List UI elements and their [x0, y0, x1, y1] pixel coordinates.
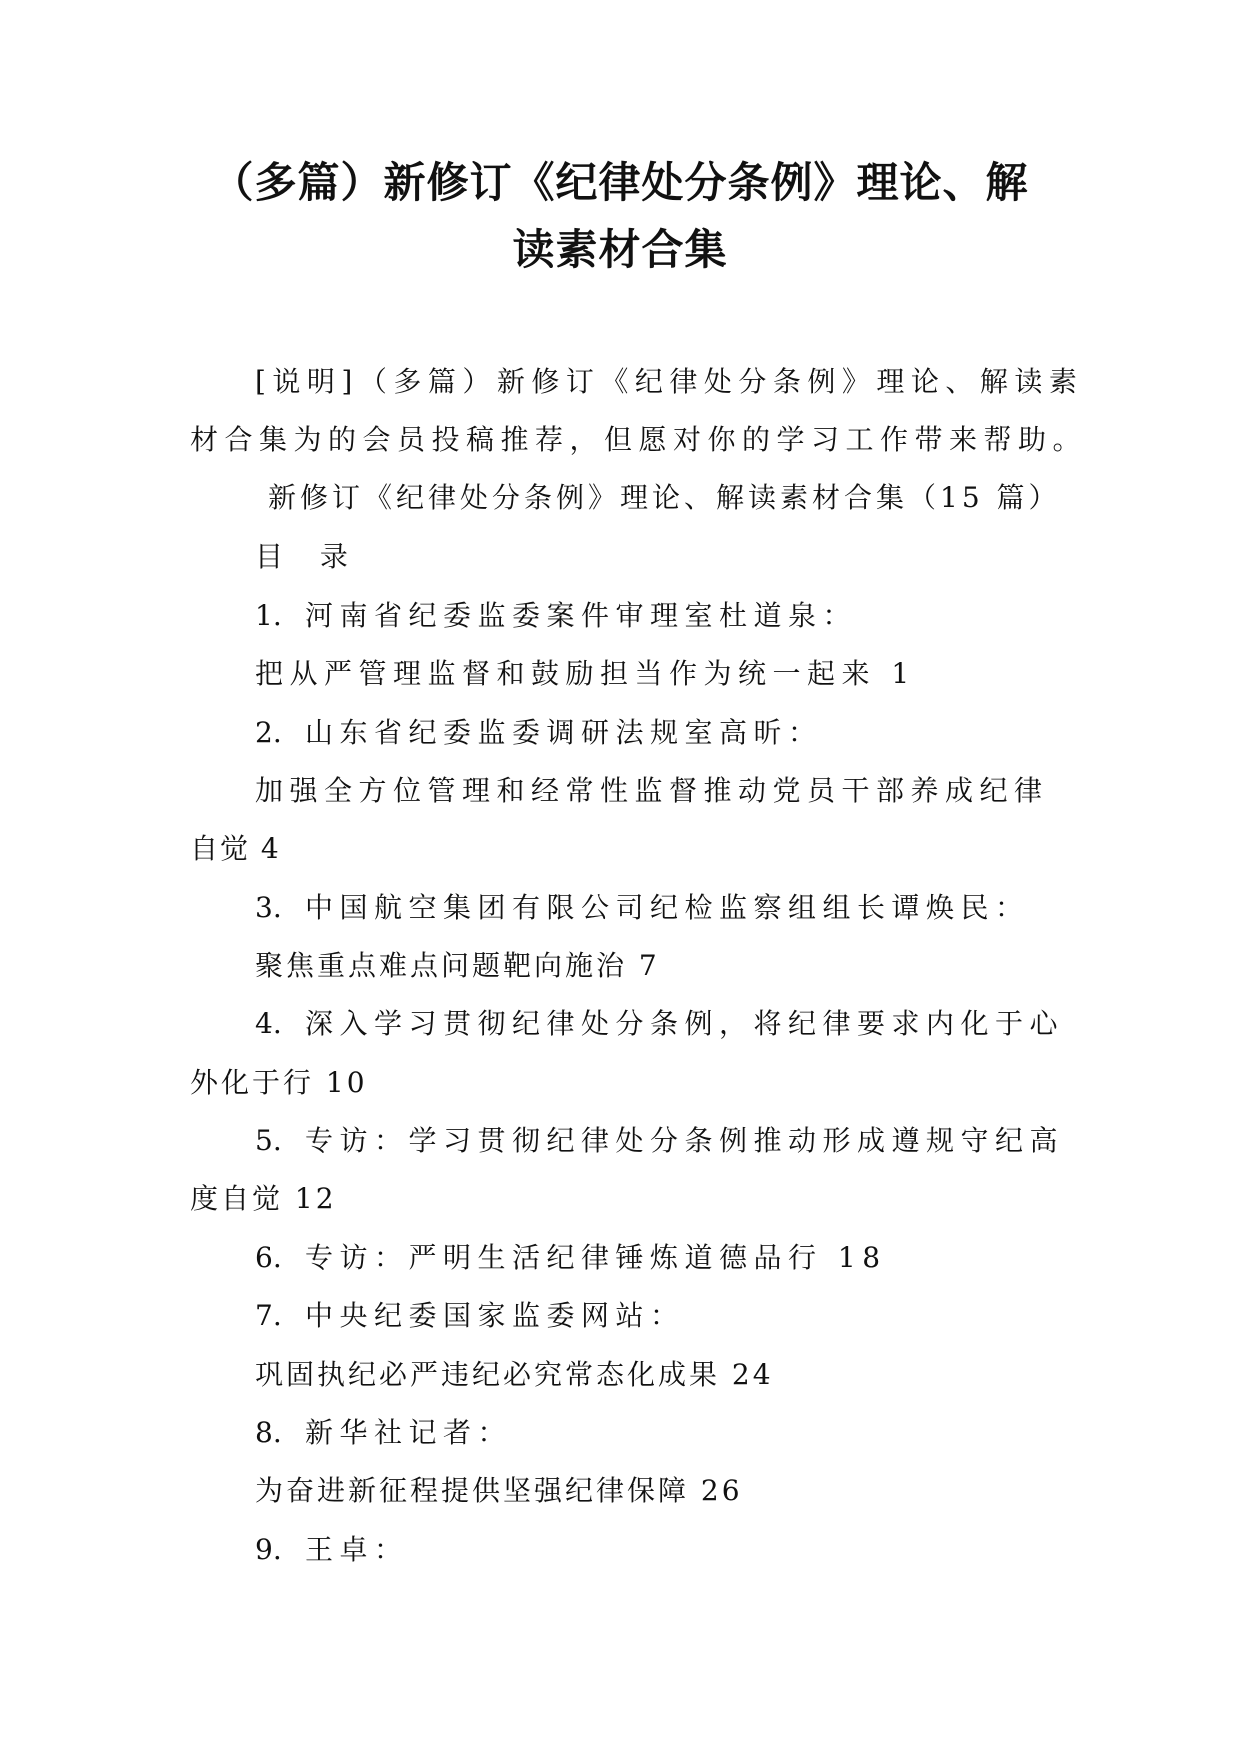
toc-item-8 [255, 1413, 512, 1453]
toc-item-heading: 河南省纪委监委案件审理室杜道泉： [305, 599, 858, 632]
toc-item-number: 4. [255, 1007, 282, 1040]
document-title-line-2: 读素材合集 [512, 225, 728, 274]
toc-item-8-title: 为奋进新征程提供坚强纪律保障 26 [255, 1474, 743, 1507]
toc-item-1 [255, 596, 857, 636]
toc-item-2-title: 加强全方位管理和经常性监督推动党员干部养成纪律 [255, 774, 1049, 807]
toc-item-heading: 深入学习贯彻纪律处分条例，将纪律要求内化于心 [305, 1007, 1065, 1040]
toc-item-9 [255, 1530, 409, 1570]
toc-item-number: 2. [255, 716, 282, 749]
toc-item-heading: 中国航空集团有限公司纪检监察组组长谭焕民： [305, 891, 1030, 924]
toc-item-6 [255, 1238, 887, 1278]
toc-item-2-title-cont: 自觉 4 [190, 832, 281, 865]
intro-line-2: 材合集为的会员投稿推荐，但愿对你的学习工作带来帮助。 [190, 423, 1088, 456]
toc-item-heading: 王卓： [305, 1533, 409, 1566]
toc-item-number: 6. [255, 1241, 282, 1274]
intro-line-1: [说明]（多篇）新修订《纪律处分条例》理论、解读素 [255, 365, 1084, 398]
collection-heading: 新修订《纪律处分条例》理论、解读素材合集（15 篇） [268, 481, 1061, 514]
toc-item-heading: 中央纪委国家监委网站： [305, 1299, 685, 1332]
toc-item-number: 5. [255, 1124, 282, 1157]
toc-heading: 目 录 [255, 540, 362, 573]
toc-item-2 [255, 713, 823, 753]
toc-item-5 [255, 1121, 1064, 1161]
toc-item-5-title-cont: 度自觉 12 [190, 1182, 337, 1215]
toc-item-number: 1. [255, 599, 282, 632]
toc-item-1-title: 把从严管理监督和鼓励担当作为统一起来 1 [255, 657, 916, 690]
toc-item-3-title: 聚焦重点难点问题靶向施治 7 [255, 949, 660, 982]
toc-item-heading: 山东省纪委监委调研法规室高昕： [305, 716, 823, 749]
toc-item-4 [255, 1004, 1064, 1044]
toc-item-number: 9. [255, 1533, 282, 1566]
toc-item-3 [255, 888, 1030, 928]
toc-item-number: 3. [255, 891, 282, 924]
toc-item-heading: 新华社记者： [305, 1416, 513, 1449]
toc-item-7 [255, 1296, 685, 1336]
toc-item-number: 7. [255, 1299, 282, 1332]
toc-item-number: 8. [255, 1416, 282, 1449]
document-title-line-1: （多篇）新修订《纪律处分条例》理论、解 [211, 158, 1029, 207]
toc-item-heading: 专访：严明生活纪律锤炼道德品行 18 [305, 1241, 887, 1274]
toc-item-7-title: 巩固执纪必严违纪必究常态化成果 24 [255, 1358, 774, 1391]
toc-item-heading: 专访：学习贯彻纪律处分条例推动形成遵规守纪高 [305, 1124, 1065, 1157]
toc-item-4-title-cont: 外化于行 10 [190, 1066, 368, 1099]
